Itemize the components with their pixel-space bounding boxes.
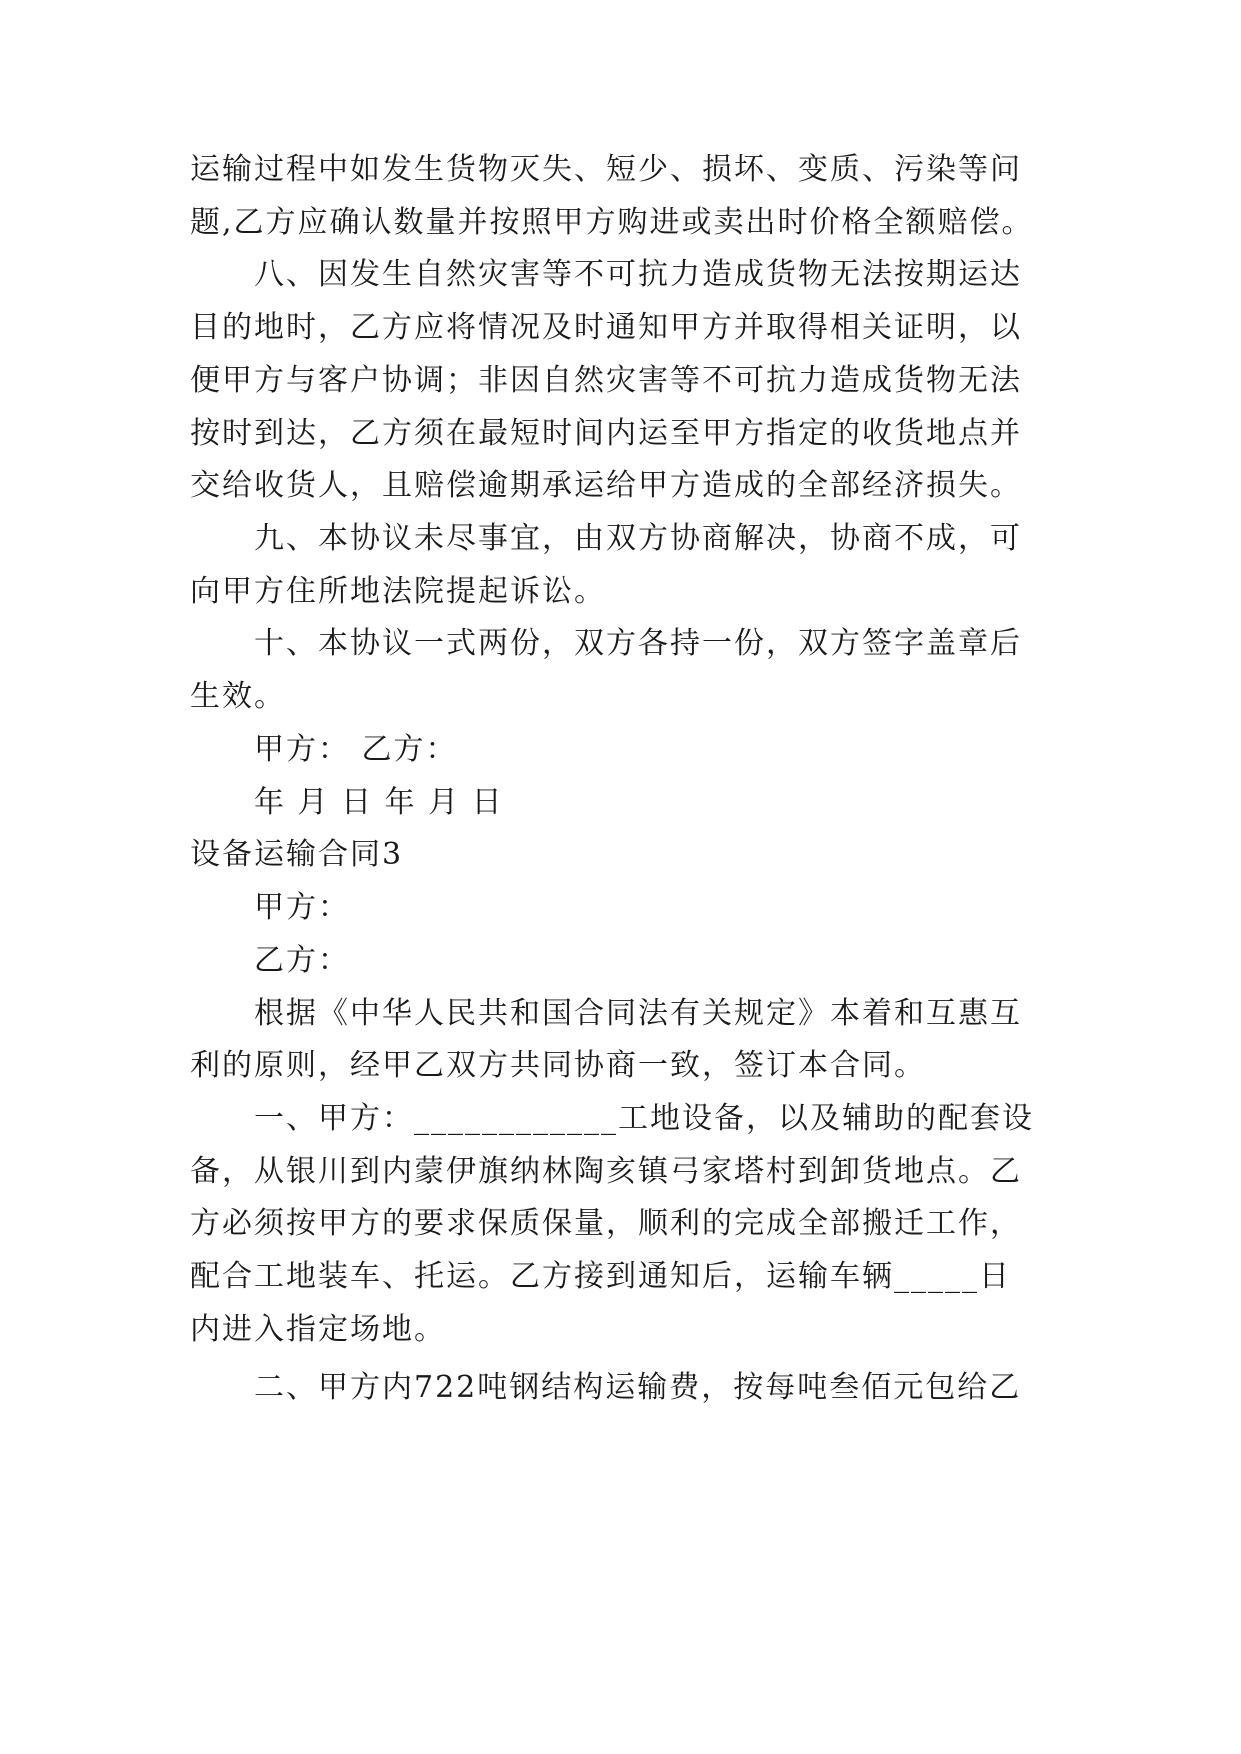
text-line: 运输过程中如发生货物灭失、短少、损坏、变质、污染等问 bbox=[190, 152, 1022, 187]
text-line: 方必须按甲方的要求保质保量，顺利的完成全部搬迁工作， bbox=[190, 1206, 1022, 1241]
text-line: 配合工地装车、托运。乙方接到通知后，运输车辆_____日 bbox=[190, 1259, 1011, 1294]
clause-8-start: 八、因发生自然灾害等不可抗力造成货物无法按期运达 bbox=[254, 257, 1022, 292]
text-line: 内进入指定场地。 bbox=[190, 1312, 446, 1347]
text-line: 交给收货人，且赔偿逾期承运给甲方造成的全部经济损失。 bbox=[190, 468, 1022, 503]
clause-2-start: 二、甲方内722吨钢结构运输费，按每吨叁佰元包给乙 bbox=[254, 1370, 1022, 1405]
text-line: 便甲方与客户协调；非因自然灾害等不可抗力造成货物无法 bbox=[190, 363, 1022, 398]
section-title: 设备运输合同3 bbox=[190, 837, 404, 872]
signature-dates: 年 月 日 年 月 日 bbox=[254, 785, 504, 820]
clause-10-start: 十、本协议一式两份，双方各持一份，双方签字盖章后 bbox=[254, 626, 1022, 661]
signature-parties: 甲方： 乙方： bbox=[254, 732, 458, 767]
text-line: 按时到达，乙方须在最短时间内运至甲方指定的收货地点并 bbox=[190, 416, 1022, 451]
party-b-label: 乙方： bbox=[254, 943, 350, 978]
text-line: 备，从银川到内蒙伊旗纳林陶亥镇弓家塔村到卸货地点。乙 bbox=[190, 1154, 1022, 1189]
text-line: 利的原则，经甲乙双方共同协商一致，签订本合同。 bbox=[190, 1048, 926, 1083]
text-line: 题,乙方应确认数量并按照甲方购进或卖出时价格全额赔偿。 bbox=[190, 205, 1034, 240]
text-line: 向甲方住所地法院提起诉讼。 bbox=[190, 574, 606, 609]
clause-9-start: 九、本协议未尽事宜，由双方协商解决，协商不成，可 bbox=[254, 521, 1022, 556]
text-line: 生效。 bbox=[190, 679, 286, 714]
preamble-start: 根据《中华人民共和国合同法有关规定》本着和互惠互 bbox=[254, 996, 1022, 1031]
clause-1-start: 一、甲方：____________工地设备，以及辅助的配套设 bbox=[254, 1101, 1034, 1136]
party-a-label: 甲方： bbox=[254, 890, 350, 925]
text-line: 目的地时，乙方应将情况及时通知甲方并取得相关证明，以 bbox=[190, 310, 1022, 345]
